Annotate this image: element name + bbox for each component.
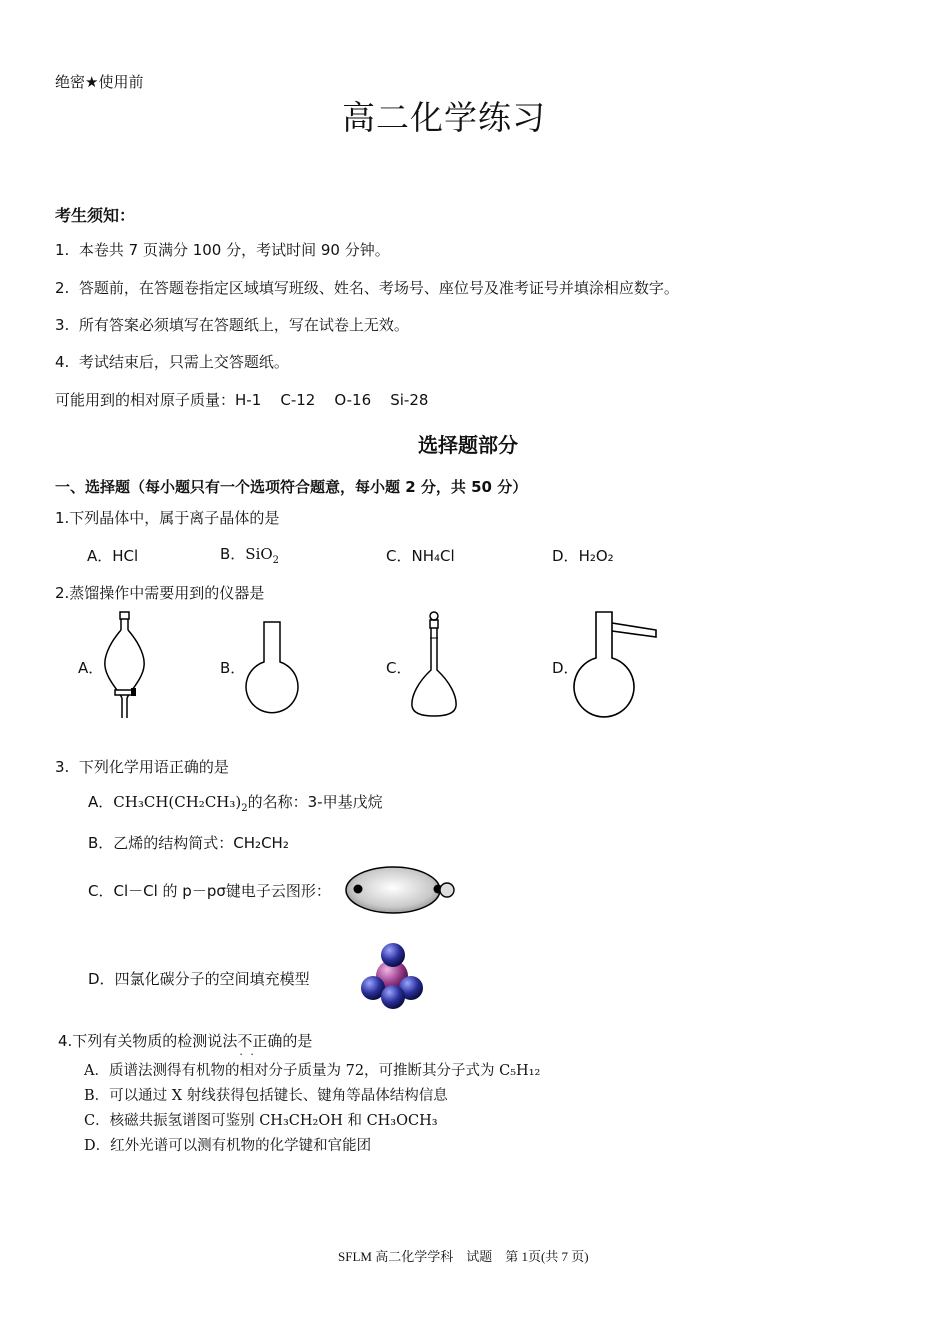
option-label: A． xyxy=(87,547,113,565)
option-label: C． xyxy=(386,547,412,565)
notice-item xyxy=(55,314,409,335)
distillation-flask-icon xyxy=(576,608,662,720)
option-text: 四氯化碳分子的空间填充模型 xyxy=(114,970,310,988)
option-label: B． xyxy=(88,834,114,852)
q1-option-b xyxy=(220,543,279,566)
option-label: C． xyxy=(88,882,114,900)
q4-option-a xyxy=(84,1059,540,1080)
notice-item-text: 答题前，在答题卷指定区域填写班级、姓名、考场号、座位号及准考证号并填涂相应数字。 xyxy=(78,279,679,297)
q3-option-b xyxy=(88,832,289,853)
q3-formula: CH₃CH(CH₂CH₃) xyxy=(113,793,242,811)
q1-option-a xyxy=(87,545,138,566)
q4-option-c xyxy=(84,1109,438,1130)
q4-stem-after: 确的是 xyxy=(267,1032,313,1050)
notice-item-text: 所有答案必须填写在答题纸上，写在试卷上无效。 xyxy=(78,316,409,334)
q2-option-d-label: D． xyxy=(552,659,579,677)
option-text: 的名称：3-甲基戊烷 xyxy=(247,793,383,811)
option-label: B． xyxy=(220,545,246,563)
notice-item-text: 考试结束后，只需上交答题纸。 xyxy=(78,353,289,371)
notice-item-number: 2. xyxy=(55,279,70,297)
atomic-mass-c: C-12 xyxy=(280,391,316,409)
atomic-mass-si: Si-28 xyxy=(390,391,429,409)
q3-option-c xyxy=(88,880,331,901)
part-heading: 一、选择题（每小题只有一个选项符合题意，每小题 2 分，共 50 分） xyxy=(55,478,528,496)
atomic-mass-line xyxy=(55,389,428,410)
option-text: 可以通过 X 射线获得包括键长、键角等晶体结构信息 xyxy=(109,1088,448,1104)
option-subscript: 2 xyxy=(272,555,280,566)
atomic-mass-o: O-16 xyxy=(334,391,372,409)
q4-stem-emphasis: 不正 · · xyxy=(237,1032,267,1050)
notice-item xyxy=(55,277,679,298)
option-text: H₂O₂ xyxy=(578,547,614,565)
option-text: 核磁共振氢谱图可鉴别 CH₃CH₂OH 和 CH₃OCH₃ xyxy=(109,1113,438,1129)
notice-item-number: 1. xyxy=(55,241,70,259)
option-label: B． xyxy=(84,1088,110,1104)
option-text: Cl－Cl 的 p－pσ键电子云图形： xyxy=(113,882,331,900)
option-text: NH₄Cl xyxy=(411,547,455,565)
q1-option-d xyxy=(552,545,614,566)
q2-option-c-label: C． xyxy=(386,659,412,677)
q4-option-b xyxy=(84,1084,448,1105)
option-label: A． xyxy=(84,1063,109,1079)
notice-item-text: 本卷共 7 页满分 100 分，考试时间 90 分钟。 xyxy=(78,241,390,259)
option-label: A． xyxy=(88,793,114,811)
notice-item-number: 3. xyxy=(55,316,70,334)
q1-stem: 1.下列晶体中，属于离子晶体的是 xyxy=(55,509,280,527)
option-label: C． xyxy=(84,1113,110,1129)
atomic-mass-label: 可能用到的相对原子质量： xyxy=(55,391,236,409)
page-footer: SFLM 高二化学学科 试题 第 1页(共 7 页) xyxy=(338,1249,589,1264)
notice-item xyxy=(55,239,390,260)
option-label: D． xyxy=(552,547,579,565)
q3-number: 3. xyxy=(55,758,70,776)
space-filling-model-icon xyxy=(356,940,428,1012)
electron-cloud-icon xyxy=(344,866,459,916)
option-text: 乙烯的结构简式：CH₂CH₂ xyxy=(113,834,289,852)
q2-option-a-label: A． xyxy=(78,659,104,677)
q1-option-c xyxy=(386,545,455,566)
q2-stem: 2.蒸馏操作中需要用到的仪器是 xyxy=(55,584,265,602)
option-label: D． xyxy=(88,970,115,988)
q3-stem: 下列化学用语正确的是 xyxy=(78,758,229,776)
notice-item xyxy=(55,351,289,372)
notice-item-number: 4. xyxy=(55,353,70,371)
option-label: D． xyxy=(84,1138,111,1154)
option-text: HCl xyxy=(112,547,139,565)
atomic-mass-h: H-1 xyxy=(235,391,262,409)
q3-option-d xyxy=(88,968,310,989)
notice-heading: 考生须知： xyxy=(55,206,136,225)
option-text: 质谱法测得有机物的相对分子质量为 72，可推断其分子式为 C₅H₁₂ xyxy=(108,1063,541,1079)
section-title: 选择题部分 xyxy=(418,433,518,457)
separatory-funnel-icon xyxy=(100,610,150,722)
option-text: 红外光谱可以测有机物的化学键和官能团 xyxy=(110,1138,372,1154)
q4-stem-before: 4.下列有关物质的检测说法 xyxy=(58,1032,238,1050)
q3-option-a xyxy=(88,791,383,814)
round-bottom-flask-icon xyxy=(244,620,300,712)
q3-stem-line xyxy=(55,756,229,777)
q4-option-d xyxy=(84,1134,371,1155)
option-text: SiO xyxy=(245,545,273,563)
page-title: 高二化学练习 xyxy=(342,98,546,137)
volumetric-flask-icon xyxy=(406,610,462,720)
q3-formula-subscript: 2 xyxy=(241,803,248,814)
q4-stem xyxy=(58,1030,312,1051)
secret-label: 绝密★使用前 xyxy=(55,73,144,91)
q2-option-b-label: B． xyxy=(220,659,246,677)
